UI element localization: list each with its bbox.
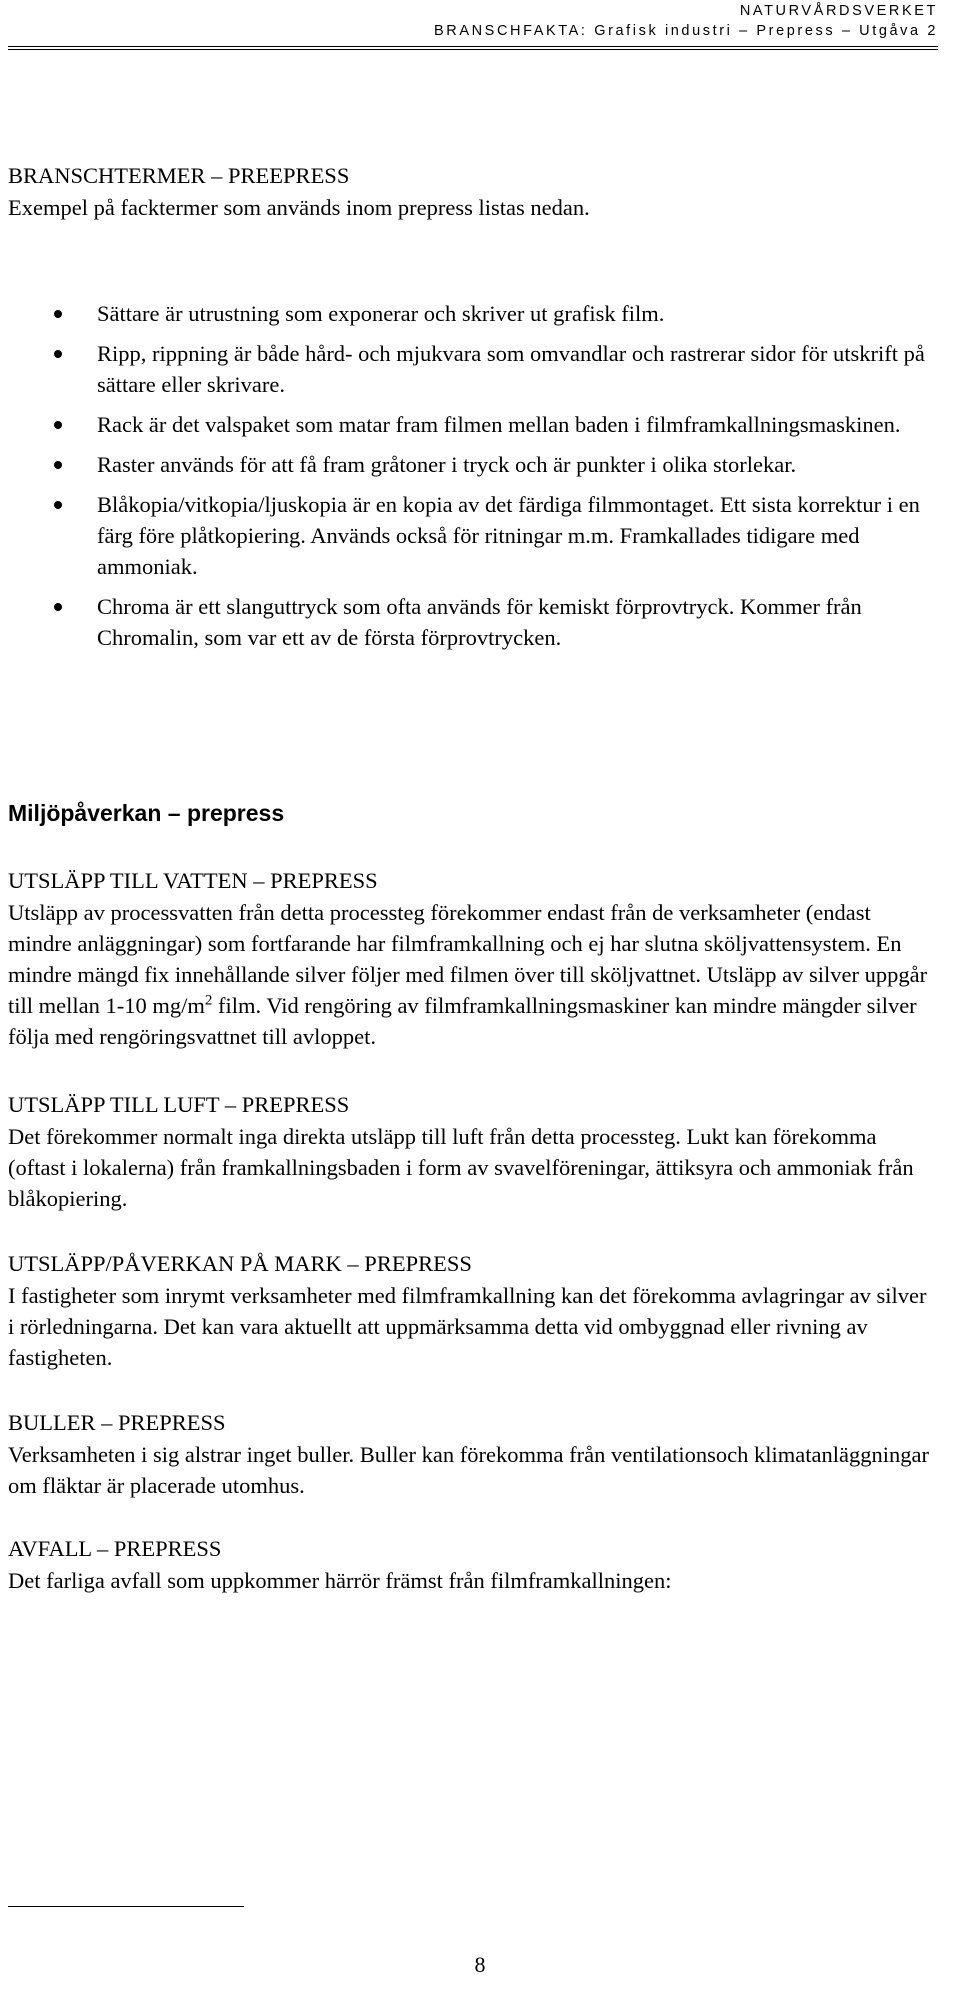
ground-heading: UTSLÄPP/PÅVERKAN PÅ MARK – PREPRESS (8, 1251, 472, 1276)
footer-rule (8, 1906, 244, 1907)
ground-text: I fastigheter som inrymt verksamheter med filmframkallning kan det förekomma avlagringar av silver i rörledningarna. Det kan vara aktuellt att uppmärksamma detta vid ombyggnad eller rivning av fastigheten. (8, 1283, 927, 1370)
noise-heading: BULLER – PREPRESS (8, 1410, 226, 1435)
terms-list (8, 298, 938, 662)
page-number: 8 (474, 1952, 486, 1977)
noise-text: Verksamheten i sig alstrar inget buller. Buller kan förekomma från ventilationsoch klimatanläggningar om fläktar är placerade utomhus. (8, 1442, 929, 1498)
running-head-org: NATURVÅRDSVERKET (739, 3, 938, 19)
water-heading: UTSLÄPP TILL VATTEN – PREPRESS (8, 868, 378, 893)
water-text-part-2: film. Vid rengöring av filmframkallningsmaskiner kan mindre mängder silver följa med rengöringsvattnet till avloppet. (8, 993, 917, 1049)
list-item: Sättare är utrustning som exponerar och skriver ut grafisk film. (8, 298, 938, 329)
waste-heading: AVFALL – PREPRESS (8, 1536, 222, 1561)
unit-superscript: 2 (204, 992, 213, 1009)
list-item: Ripp, rippning är både hård- och mjukvara som omvandlar och rastrerar sidor för utskrift på sättare eller skrivare. (8, 338, 938, 400)
waste-text: Det farliga avfall som uppkommer härrör främst från filmframkallningen: (8, 1568, 672, 1593)
running-head-document: BRANSCHFAKTA: Grafisk industri – Prepress – Utgåva 2 (433, 23, 938, 39)
water-text (8, 897, 938, 1052)
list-item: Raster används för att få fram gråtoner i tryck och är punkter i olika storlekar. (8, 449, 938, 480)
list-item: Blåkopia/vitkopia/ljuskopia är en kopia av det färdiga filmmontaget. Ett sista korrektur i en färg före plåtkopiering. Används också för ritningar m.m. Framkallades tidigare med ammoniak. (8, 489, 938, 582)
air-text: Det förekommer normalt inga direkta utsläpp till luft från detta processteg. Lukt kan förekomma (oftast i lokalerna) från framkallningsbaden i form av svavelföreningar, ättiksyra och ammoniak från blåkopiering. (8, 1124, 914, 1211)
header-rule-top (8, 46, 938, 47)
header-rule-bottom (8, 49, 938, 50)
air-heading: UTSLÄPP TILL LUFT – PREPRESS (8, 1092, 350, 1117)
impact-section-heading: Miljöpåverkan – prepress (8, 800, 285, 826)
terms-heading: BRANSCHTERMER – PREEPRESS (8, 163, 350, 188)
water-text-part-1: Utsläpp av processvatten från detta processteg förekommer endast från de verksamheter (endast mindre anläggningar) som fortfarande har filmframkallning och ej har slutna sköljvattensystem. En mindre mängd fix innehållande silver följer med filmen över till sköljvattnet. Utsläpp av silver uppgår till mellan 1-10 mg/m (8, 900, 928, 1018)
list-item: Rack är det valspaket som matar fram filmen mellan baden i filmframkallningsmaskinen. (8, 409, 938, 440)
terms-intro: Exempel på facktermer som används inom prepress listas nedan. (8, 195, 590, 220)
list-item: Chroma är ett slanguttryck som ofta används för kemiskt förprovtryck. Kommer från Chromalin, som var ett av de första förprovtrycken. (8, 591, 938, 653)
